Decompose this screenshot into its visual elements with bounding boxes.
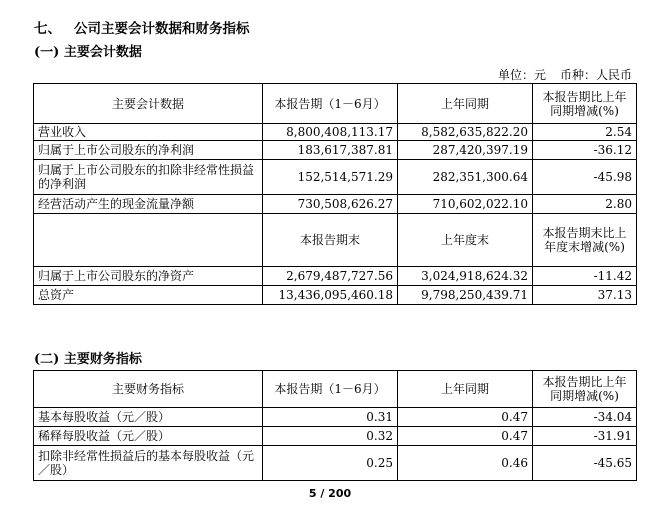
change-value: -11.42 [533,267,637,286]
currency-label: 币种：人民币 [559,68,632,82]
prior-value: 0.46 [398,446,533,481]
prior-value: 282,351,300.64 [398,160,533,195]
row-label: 归属于上市公司股东的净利润 [34,141,263,160]
change-value: 2.54 [533,124,637,141]
prior-value: 3,024,918,624.32 [398,267,533,286]
current-value: 183,617,387.81 [263,141,398,160]
section-number: 七、 [34,21,61,37]
row-label: 营业收入 [34,124,263,141]
header-cell: 本报告期末比上年度末增减(%) [533,214,637,267]
empty-cell [34,214,263,267]
header-cell: 本报告期（1－6月） [263,84,398,124]
change-value: 2.80 [533,195,637,214]
table-row [34,267,637,286]
change-value: 37.13 [533,286,637,305]
header-cell: 主要会计数据 [34,84,263,124]
table-subheader-row [34,214,637,267]
change-value: -45.65 [533,446,637,481]
table-header-row [34,371,637,408]
current-value: 0.25 [263,446,398,481]
change-value: -34.04 [533,408,637,427]
header-cell: 上年度末 [398,214,533,267]
header-cell: 本报告期（1－6月） [263,371,398,408]
prior-value: 8,582,635,822.20 [398,124,533,141]
current-value: 152,514,571.29 [263,160,398,195]
current-value: 0.31 [263,408,398,427]
current-value: 0.32 [263,427,398,446]
prior-value: 0.47 [398,427,533,446]
current-value: 2,679,487,727.56 [263,267,398,286]
header-cell: 主要财务指标 [34,371,263,408]
section-heading [34,17,250,37]
header-cell: 本报告期末 [263,214,398,267]
table-row [34,446,637,481]
row-label: 基本每股收益（元／股） [34,408,263,427]
table-row [34,427,637,446]
prior-value: 287,420,397.19 [398,141,533,160]
table-row [34,124,637,141]
row-label: 经营活动产生的现金流量净额 [34,195,263,214]
page-number: 5 / 200 [308,487,352,500]
current-value: 8,800,408,113.17 [263,124,398,141]
table-row [34,195,637,214]
change-value: -36.12 [533,141,637,160]
prior-value: 0.47 [398,408,533,427]
row-label: 稀释每股收益（元／股） [34,427,263,446]
prior-value: 9,798,250,439.71 [398,286,533,305]
change-value: -45.98 [533,160,637,195]
unit-label: 单位：元 [497,68,546,82]
current-value: 730,508,626.27 [263,195,398,214]
accounting-data-table [33,83,637,305]
prior-value: 710,602,022.10 [398,195,533,214]
header-cell: 上年同期 [398,84,533,124]
table-header-row [34,84,637,124]
row-label: 总资产 [34,286,263,305]
header-cell: 本报告期比上年同期增减(%) [533,84,637,124]
header-cell: 上年同期 [398,371,533,408]
financial-indicators-table [33,370,637,481]
current-value: 13,436,095,460.18 [263,286,398,305]
table-row [34,286,637,305]
row-label: 扣除非经常性损益后的基本每股收益（元／股） [34,446,263,481]
section-title: 公司主要会计数据和财务指标 [74,21,250,37]
change-value: -31.91 [533,427,637,446]
row-label: 归属于上市公司股东的扣除非经常性损益的净利润 [34,160,263,195]
table-row [34,408,637,427]
subsection-title-financial-indicators: (二) 主要财务指标 [34,352,142,367]
header-cell: 本报告期比上年同期增减(%) [533,371,637,408]
table-row [34,141,637,160]
row-label: 归属于上市公司股东的净资产 [34,267,263,286]
unit-line [484,66,632,83]
subsection-title-accounting-data: (一) 主要会计数据 [34,45,142,60]
table-row [34,160,637,195]
